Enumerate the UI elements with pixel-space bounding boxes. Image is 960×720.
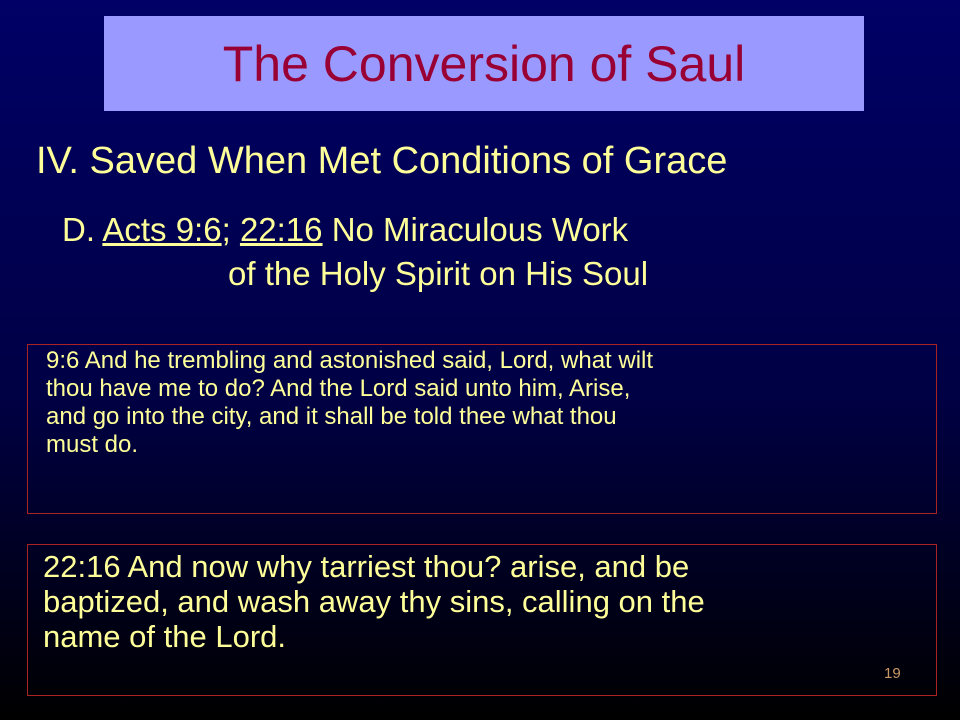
verse-box-acts-9-6 — [27, 344, 937, 514]
subheading — [62, 208, 648, 296]
verse-text-acts-9-6: 9:6 And he trembling and astonished said, Lord, what wilt thou have me to do? And the Lord said unto him, Arise, and go into the city, and it shall be told thee what thou must do. — [46, 347, 654, 458]
slide-number: 19 — [884, 665, 901, 682]
subheading-line1-rest: No Miraculous Work — [322, 211, 629, 248]
slide-title: The Conversion of Saul — [222, 35, 746, 92]
subheading-separator: ; — [221, 211, 240, 248]
verse-box-acts-22-16 — [27, 544, 937, 696]
scripture-ref-22-16: 22:16 — [239, 211, 323, 248]
subheading-prefix: D. — [62, 211, 103, 248]
title-box — [104, 16, 864, 111]
verse-text-acts-22-16: 22:16 And now why tarriest thou? arise, and be baptized, and wash away thy sins, calling on the name of the Lord. — [43, 549, 705, 654]
section-heading: IV. Saved When Met Conditions of Grace — [36, 140, 728, 182]
scripture-ref-acts-9-6: Acts 9:6 — [102, 211, 222, 248]
subheading-line2: of the Holy Spirit on His Soul — [228, 255, 649, 292]
